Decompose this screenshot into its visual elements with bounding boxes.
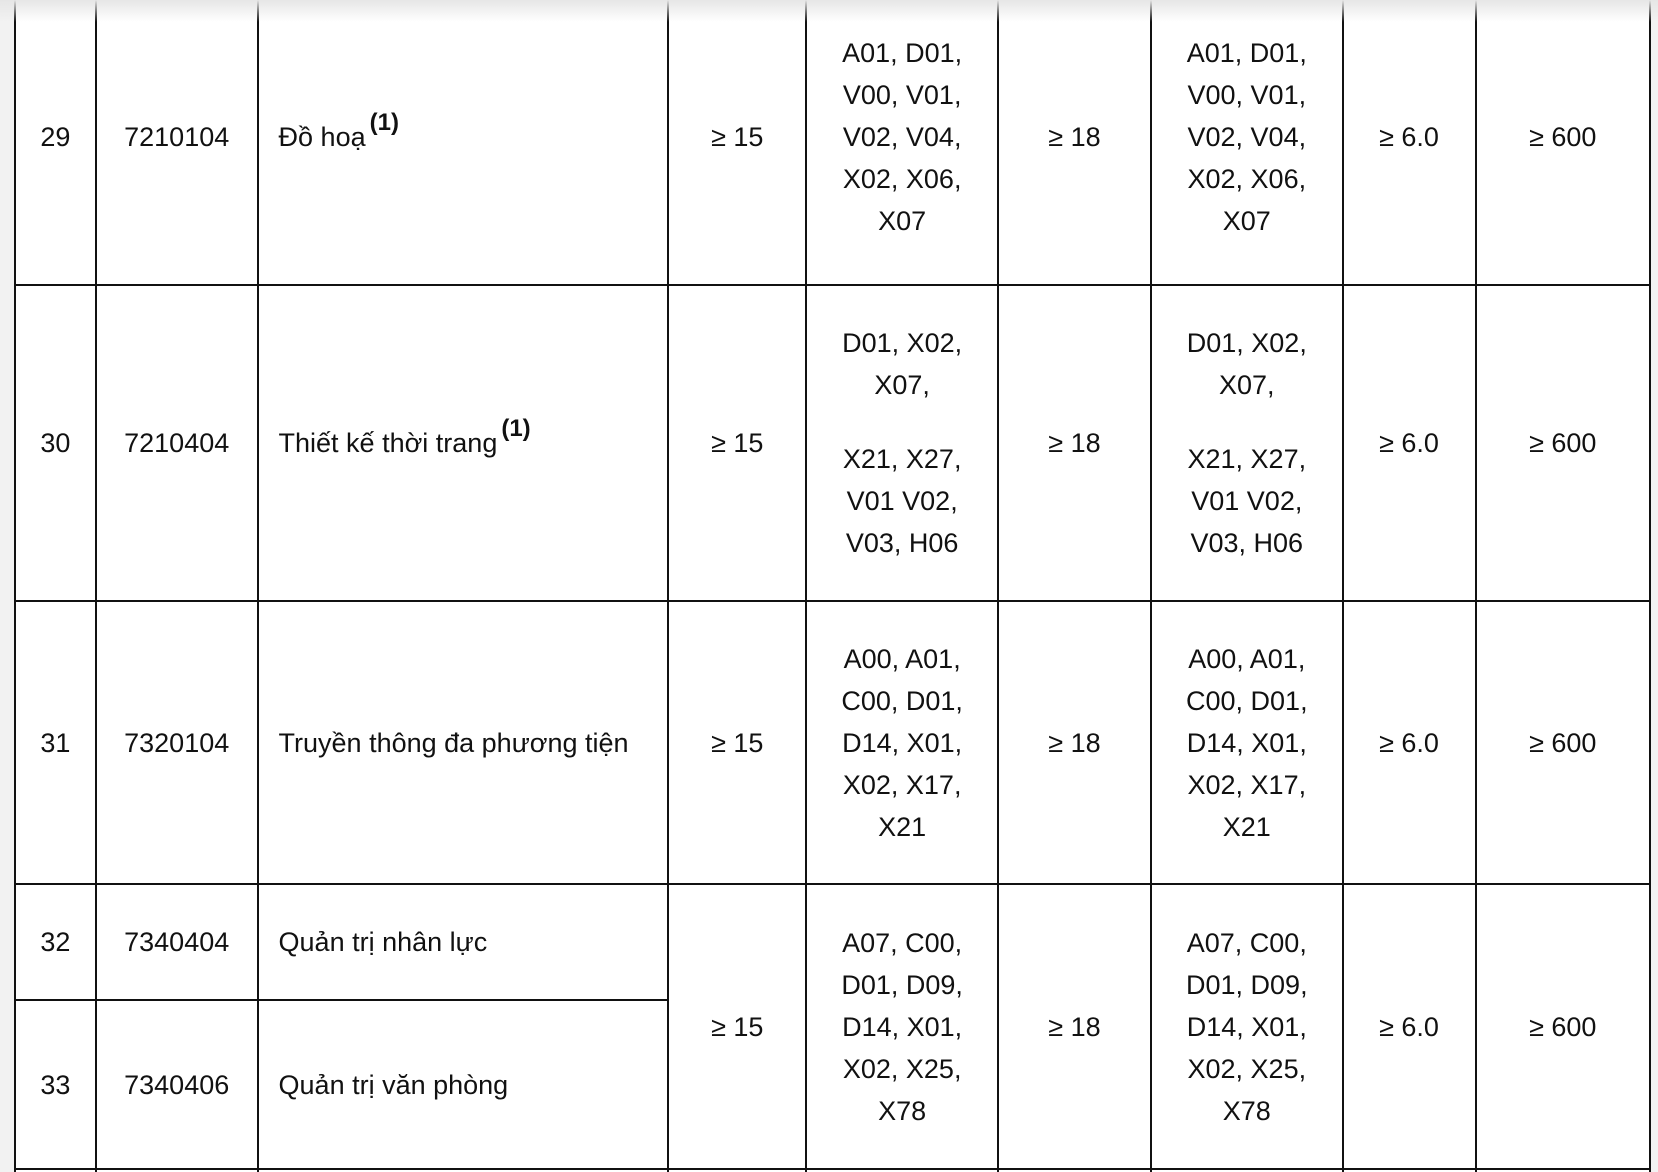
combo-line: X07, [874, 370, 930, 400]
row-number: 29 [15, 0, 96, 285]
combo-line: A01, D01, [842, 38, 963, 68]
subject-combos-1 [806, 285, 997, 601]
major-code: 7340406 [96, 1000, 258, 1169]
score-threshold-4: ≥ 600 [1476, 285, 1651, 601]
score-threshold-2: ≥ 18 [998, 601, 1151, 884]
combo-line: A00, A01, [1188, 643, 1306, 674]
subject-combos-1 [806, 601, 997, 884]
combo-line: D01, X02, [842, 328, 963, 358]
subject-combos-2 [1151, 0, 1342, 285]
major-name: Truyền thông đa phương tiện [258, 601, 669, 884]
combo-line: X02, X17, [1187, 769, 1307, 800]
combo-line: D14, X01, [1186, 727, 1307, 758]
score-threshold-3: ≥ 6.0 [1343, 285, 1476, 601]
table-row [15, 0, 1650, 285]
combo-line: X07 [878, 206, 927, 236]
major-name-cell [258, 285, 669, 601]
combo-line: D01, X02, [1186, 328, 1307, 358]
major-name-cell [258, 0, 669, 285]
combo-line: X21 [878, 811, 927, 842]
footnote-mark: (1) [501, 415, 531, 442]
combo-line: X02, X17, [842, 769, 962, 800]
combo-line: D01, D09, [1186, 969, 1308, 1000]
row-number: 30 [15, 285, 96, 601]
score-threshold-2: ≥ 18 [998, 285, 1151, 601]
combo-line: V03, H06 [1190, 528, 1304, 558]
combo-line: X02, X06, [1187, 164, 1307, 194]
combo-line: V02, V04, [1187, 122, 1307, 152]
combo-line: D01, D09, [841, 969, 963, 1000]
combo-line: V03, H06 [845, 528, 959, 558]
score-threshold-1: ≥ 15 [668, 0, 806, 285]
combo-gap [1152, 406, 1341, 438]
score-threshold-1: ≥ 15 [668, 601, 806, 884]
combo-line: A07, C00, [1186, 927, 1307, 958]
subject-combos-1 [806, 884, 997, 1169]
combo-line: X78 [878, 1095, 927, 1126]
combo-line: X02, X25, [842, 1053, 962, 1084]
row-number: 33 [15, 1000, 96, 1169]
row-number: 32 [15, 884, 96, 1000]
combo-line: V02, V04, [842, 122, 962, 152]
major-name: Quản trị văn phòng [258, 1000, 669, 1169]
combo-line: X21 [1222, 811, 1271, 842]
table-row [15, 285, 1650, 601]
score-threshold-2: ≥ 18 [998, 884, 1151, 1169]
row-number: 31 [15, 601, 96, 884]
footnote-mark: (1) [369, 109, 399, 136]
combo-line: V01 V02, [1191, 486, 1303, 516]
combo-gap [807, 406, 996, 438]
table-row [15, 601, 1650, 884]
subject-combos-2 [1151, 601, 1342, 884]
subject-combos-1 [806, 0, 997, 285]
combo-line: X78 [1222, 1095, 1271, 1126]
major-code: 7210104 [96, 0, 258, 285]
combo-line: C00, D01, [1186, 685, 1308, 716]
combo-line: X21, X27, [1187, 444, 1307, 474]
combo-line: V00, V01, [842, 80, 962, 110]
score-threshold-1: ≥ 15 [668, 285, 806, 601]
major-name: Thiết kế thời trang [278, 428, 498, 458]
combo-line: X02, X25, [1187, 1053, 1307, 1084]
combo-line: X07, [1219, 370, 1275, 400]
score-threshold-3: ≥ 6.0 [1343, 601, 1476, 884]
score-threshold-3: ≥ 6.0 [1343, 0, 1476, 285]
combo-line: A07, C00, [842, 927, 963, 958]
combo-line: D14, X01, [1186, 1011, 1307, 1042]
major-name: Quản trị nhân lực [258, 884, 669, 1000]
combo-line: A00, A01, [843, 643, 961, 674]
combo-line: X07 [1222, 206, 1271, 236]
major-name: Đồ hoạ [278, 122, 366, 152]
table-row [15, 884, 1650, 1000]
score-threshold-4: ≥ 600 [1476, 884, 1651, 1169]
subject-combos-2 [1151, 285, 1342, 601]
combo-line: V00, V01, [1187, 80, 1307, 110]
score-threshold-1: ≥ 15 [668, 884, 806, 1169]
major-code: 7210404 [96, 285, 258, 601]
combo-line: D14, X01, [842, 727, 963, 758]
admission-table [14, 0, 1651, 1172]
combo-line: X02, X06, [842, 164, 962, 194]
major-code: 7340404 [96, 884, 258, 1000]
combo-line: X21, X27, [842, 444, 962, 474]
score-threshold-2: ≥ 18 [998, 0, 1151, 285]
score-threshold-4: ≥ 600 [1476, 0, 1651, 285]
subject-combos-2 [1151, 884, 1342, 1169]
combo-line: D14, X01, [842, 1011, 963, 1042]
combo-line: V01 V02, [846, 486, 958, 516]
combo-line: C00, D01, [841, 685, 963, 716]
score-threshold-4: ≥ 600 [1476, 601, 1651, 884]
major-code: 7320104 [96, 601, 258, 884]
combo-line: A01, D01, [1186, 38, 1307, 68]
score-threshold-3: ≥ 6.0 [1343, 884, 1476, 1169]
